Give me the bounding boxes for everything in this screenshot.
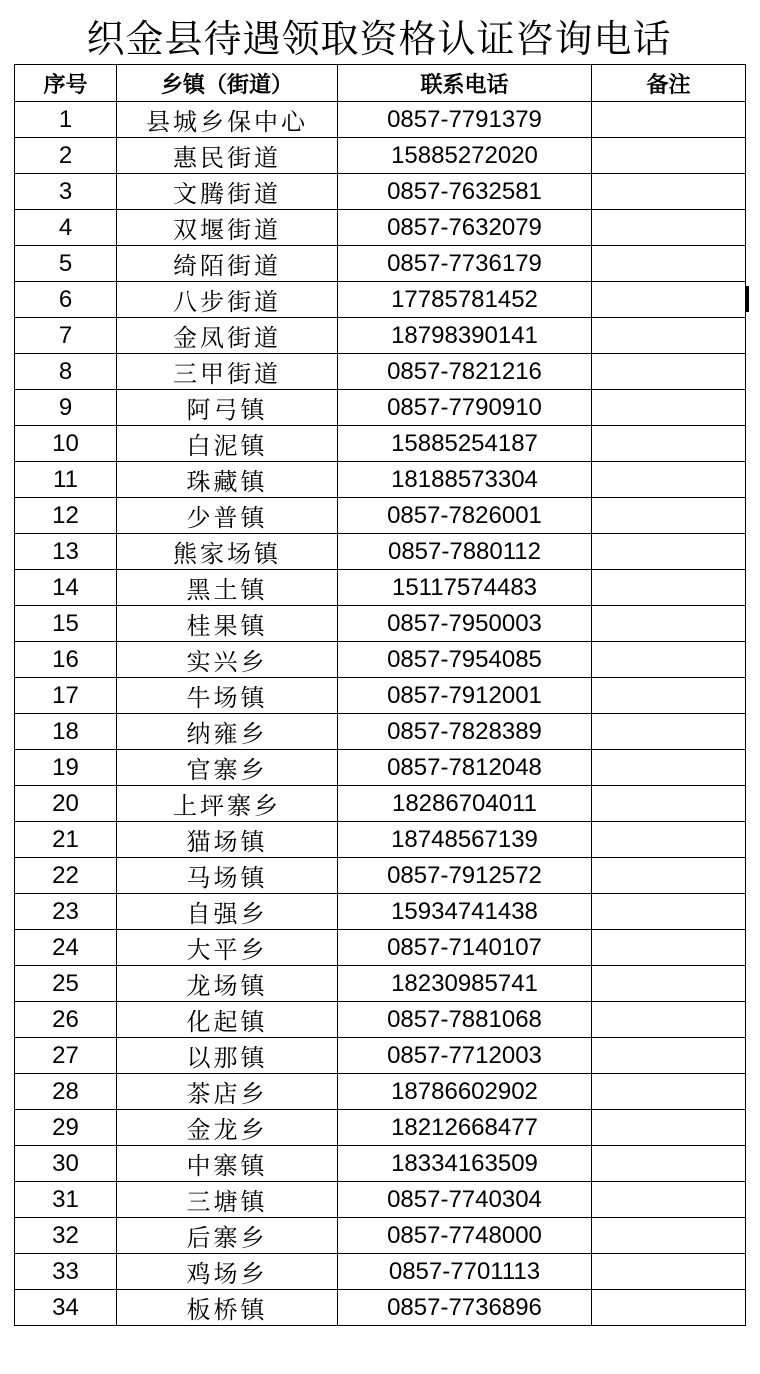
row-town: 中寨镇 — [117, 1146, 338, 1182]
row-town: 三甲街道 — [117, 354, 338, 390]
row-index: 29 — [15, 1110, 117, 1146]
row-index: 21 — [15, 822, 117, 858]
table-row — [15, 246, 746, 282]
edge-marker — [746, 286, 749, 312]
row-note — [592, 534, 746, 570]
row-town: 纳雍乡 — [117, 714, 338, 750]
row-town: 以那镇 — [117, 1038, 338, 1074]
row-index: 1 — [15, 102, 117, 138]
row-index: 12 — [15, 498, 117, 534]
row-phone: 0857-7828389 — [338, 714, 592, 750]
row-note — [592, 786, 746, 822]
row-town: 大平乡 — [117, 930, 338, 966]
row-town: 马场镇 — [117, 858, 338, 894]
row-note — [592, 894, 746, 930]
row-town: 八步街道 — [117, 282, 338, 318]
table-row — [15, 462, 746, 498]
row-phone: 0857-7881068 — [338, 1002, 592, 1038]
row-index: 5 — [15, 246, 117, 282]
row-index: 27 — [15, 1038, 117, 1074]
table-row — [15, 1002, 746, 1038]
row-phone: 18748567139 — [338, 822, 592, 858]
row-phone: 0857-7912001 — [338, 678, 592, 714]
row-index: 20 — [15, 786, 117, 822]
row-index: 11 — [15, 462, 117, 498]
row-phone: 0857-7736896 — [338, 1290, 592, 1326]
row-town: 熊家场镇 — [117, 534, 338, 570]
row-index: 31 — [15, 1182, 117, 1218]
table-row — [15, 1110, 746, 1146]
row-town: 鸡场乡 — [117, 1254, 338, 1290]
row-note — [592, 1182, 746, 1218]
row-index: 17 — [15, 678, 117, 714]
row-note — [592, 606, 746, 642]
table-row — [15, 1146, 746, 1182]
row-phone: 0857-7712003 — [338, 1038, 592, 1074]
row-phone: 0857-7790910 — [338, 390, 592, 426]
row-town: 自强乡 — [117, 894, 338, 930]
table-row — [15, 318, 746, 354]
row-phone: 0857-7912572 — [338, 858, 592, 894]
row-phone: 17785781452 — [338, 282, 592, 318]
row-phone: 0857-7632581 — [338, 174, 592, 210]
row-note — [592, 210, 746, 246]
row-note — [592, 822, 746, 858]
row-index: 24 — [15, 930, 117, 966]
row-note — [592, 138, 746, 174]
row-phone: 0857-7821216 — [338, 354, 592, 390]
row-phone: 18798390141 — [338, 318, 592, 354]
row-note — [592, 1110, 746, 1146]
table-row — [15, 606, 746, 642]
header-note: 备注 — [592, 65, 746, 102]
row-index: 10 — [15, 426, 117, 462]
row-note — [592, 1038, 746, 1074]
row-note — [592, 678, 746, 714]
row-town: 三塘镇 — [117, 1182, 338, 1218]
table-row — [15, 570, 746, 606]
row-town: 化起镇 — [117, 1002, 338, 1038]
row-phone: 0857-7950003 — [338, 606, 592, 642]
row-phone: 0857-7954085 — [338, 642, 592, 678]
row-note — [592, 930, 746, 966]
row-note — [592, 354, 746, 390]
row-phone: 0857-7701113 — [338, 1254, 592, 1290]
row-note — [592, 858, 746, 894]
table-row — [15, 138, 746, 174]
row-index: 4 — [15, 210, 117, 246]
table-row — [15, 534, 746, 570]
row-index: 18 — [15, 714, 117, 750]
row-town: 金凤街道 — [117, 318, 338, 354]
row-phone: 0857-7748000 — [338, 1218, 592, 1254]
row-phone: 0857-7140107 — [338, 930, 592, 966]
row-note — [592, 390, 746, 426]
row-note — [592, 642, 746, 678]
row-town: 猫场镇 — [117, 822, 338, 858]
row-town: 惠民街道 — [117, 138, 338, 174]
row-note — [592, 426, 746, 462]
table-row — [15, 642, 746, 678]
row-town: 双堰街道 — [117, 210, 338, 246]
row-phone: 0857-7740304 — [338, 1182, 592, 1218]
row-index: 8 — [15, 354, 117, 390]
table-row — [15, 282, 746, 318]
row-town: 绮陌街道 — [117, 246, 338, 282]
table-row — [15, 390, 746, 426]
row-index: 9 — [15, 390, 117, 426]
row-note — [592, 174, 746, 210]
row-town: 阿弓镇 — [117, 390, 338, 426]
row-index: 2 — [15, 138, 117, 174]
table-row — [15, 1182, 746, 1218]
table-row — [15, 714, 746, 750]
row-note — [592, 714, 746, 750]
header-row — [15, 65, 746, 102]
row-phone: 18212668477 — [338, 1110, 592, 1146]
row-index: 13 — [15, 534, 117, 570]
row-phone: 0857-7812048 — [338, 750, 592, 786]
row-phone: 18230985741 — [338, 966, 592, 1002]
row-town: 实兴乡 — [117, 642, 338, 678]
table-row — [15, 966, 746, 1002]
table-row — [15, 822, 746, 858]
row-note — [592, 282, 746, 318]
row-town: 黑土镇 — [117, 570, 338, 606]
row-town: 少普镇 — [117, 498, 338, 534]
row-note — [592, 1218, 746, 1254]
row-phone: 15934741438 — [338, 894, 592, 930]
table-row — [15, 210, 746, 246]
table-row — [15, 1254, 746, 1290]
contact-table — [14, 64, 746, 1326]
header-town: 乡镇（街道） — [117, 65, 338, 102]
row-index: 14 — [15, 570, 117, 606]
row-phone: 18334163509 — [338, 1146, 592, 1182]
row-note — [592, 498, 746, 534]
table-row — [15, 1074, 746, 1110]
row-phone: 18286704011 — [338, 786, 592, 822]
row-index: 32 — [15, 1218, 117, 1254]
row-note — [592, 570, 746, 606]
table-row — [15, 174, 746, 210]
row-index: 34 — [15, 1290, 117, 1326]
row-phone: 0857-7736179 — [338, 246, 592, 282]
table-row — [15, 750, 746, 786]
table-row — [15, 1218, 746, 1254]
table-row — [15, 354, 746, 390]
row-index: 33 — [15, 1254, 117, 1290]
row-note — [592, 318, 746, 354]
row-town: 茶店乡 — [117, 1074, 338, 1110]
table-row — [15, 426, 746, 462]
row-note — [592, 1254, 746, 1290]
row-index: 26 — [15, 1002, 117, 1038]
row-town: 桂果镇 — [117, 606, 338, 642]
row-town: 珠藏镇 — [117, 462, 338, 498]
row-town: 官寨乡 — [117, 750, 338, 786]
row-note — [592, 462, 746, 498]
row-note — [592, 1074, 746, 1110]
row-index: 30 — [15, 1146, 117, 1182]
row-index: 25 — [15, 966, 117, 1002]
row-index: 7 — [15, 318, 117, 354]
row-phone: 0857-7880112 — [338, 534, 592, 570]
row-town: 金龙乡 — [117, 1110, 338, 1146]
row-note — [592, 1290, 746, 1326]
table-row — [15, 1290, 746, 1326]
row-index: 23 — [15, 894, 117, 930]
table-row — [15, 1038, 746, 1074]
row-town: 白泥镇 — [117, 426, 338, 462]
header-index: 序号 — [15, 65, 117, 102]
table-row — [15, 786, 746, 822]
row-town: 板桥镇 — [117, 1290, 338, 1326]
table-row — [15, 498, 746, 534]
row-town: 牛场镇 — [117, 678, 338, 714]
row-note — [592, 1002, 746, 1038]
row-note — [592, 102, 746, 138]
row-phone: 15885254187 — [338, 426, 592, 462]
row-phone: 18188573304 — [338, 462, 592, 498]
table-row — [15, 930, 746, 966]
row-note — [592, 966, 746, 1002]
row-town: 后寨乡 — [117, 1218, 338, 1254]
row-index: 15 — [15, 606, 117, 642]
row-note — [592, 1146, 746, 1182]
row-town: 文腾街道 — [117, 174, 338, 210]
row-index: 3 — [15, 174, 117, 210]
table-row — [15, 894, 746, 930]
row-index: 16 — [15, 642, 117, 678]
row-index: 28 — [15, 1074, 117, 1110]
row-phone: 15885272020 — [338, 138, 592, 174]
table-row — [15, 678, 746, 714]
row-phone: 18786602902 — [338, 1074, 592, 1110]
row-phone: 0857-7826001 — [338, 498, 592, 534]
row-phone: 15117574483 — [338, 570, 592, 606]
row-note — [592, 750, 746, 786]
row-note — [592, 246, 746, 282]
table-row — [15, 858, 746, 894]
row-index: 22 — [15, 858, 117, 894]
table-row — [15, 102, 746, 138]
row-phone: 0857-7791379 — [338, 102, 592, 138]
page-title: 织金县待遇领取资格认证咨询电话 — [86, 17, 672, 61]
row-phone: 0857-7632079 — [338, 210, 592, 246]
header-phone: 联系电话 — [338, 65, 592, 102]
row-index: 6 — [15, 282, 117, 318]
row-town: 龙场镇 — [117, 966, 338, 1002]
row-town: 上坪寨乡 — [117, 786, 338, 822]
row-index: 19 — [15, 750, 117, 786]
row-town: 县城乡保中心 — [117, 102, 338, 138]
